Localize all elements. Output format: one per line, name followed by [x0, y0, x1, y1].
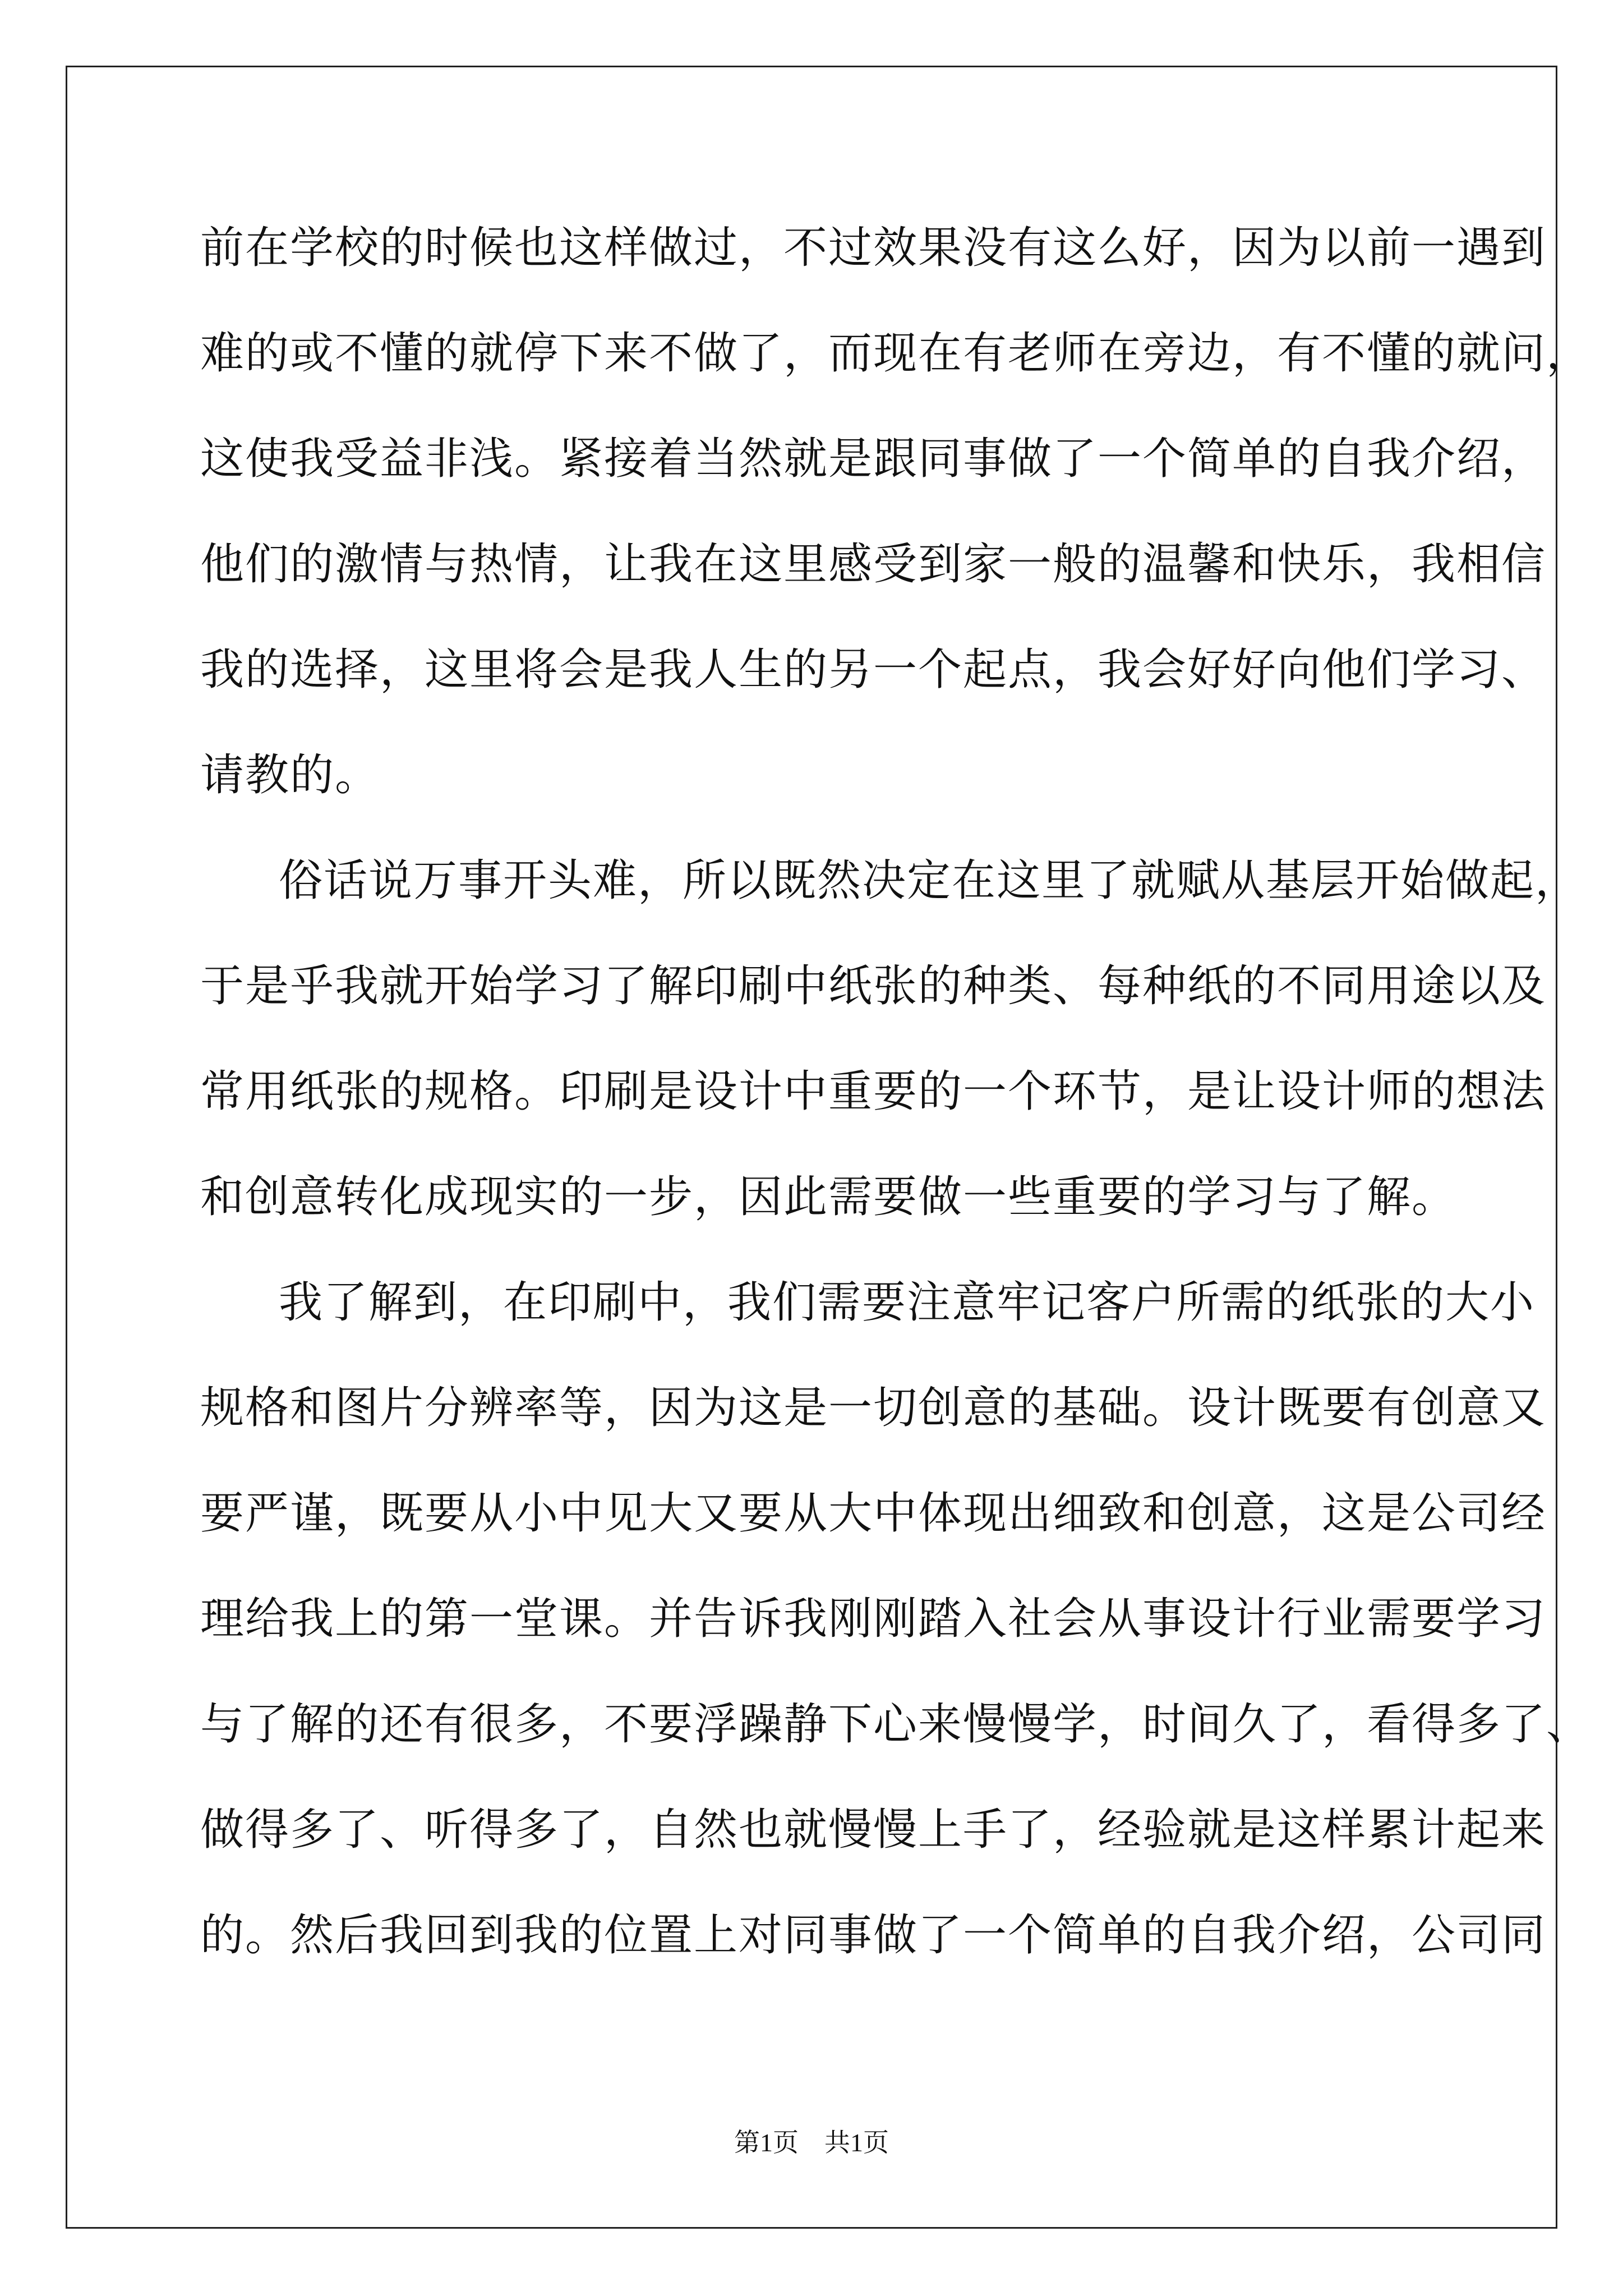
text-line-12: 规格和图片分辨率等，因为这是一切创意的基础。设计既要有创意又 [200, 1383, 1547, 1433]
text-line-5: 我的选择，这里将会是我人生的另一个起点，我会好好向他们学习、 [200, 645, 1547, 695]
text-line-4: 他们的激情与热情，让我在这里感受到家一般的温馨和快乐，我相信 [200, 539, 1547, 590]
text-line-6: 请教的。 [200, 750, 380, 800]
text-line-16: 做得多了、听得多了，自然也就慢慢上手了，经验就是这样累计起来 [200, 1805, 1547, 1855]
text-line-7: 俗话说万事开头难，所以既然决定在这里了就赋从基层开始做起， [279, 855, 1580, 906]
page-number-footer: 第1页 共1页 [734, 2128, 889, 2157]
text-line-13: 要严谨，既要从小中见大又要从大中体现出细致和创意，这是公司经 [200, 1488, 1547, 1539]
text-line-2: 难的或不懂的就停下来不做了，而现在有老师在旁边，有不懂的就问， [200, 328, 1592, 379]
text-line-15: 与了解的还有很多，不要浮躁静下心来慢慢学，时间久了，看得多了、 [200, 1699, 1592, 1750]
text-line-10: 和创意转化成现实的一步，因此需要做一些重要的学习与了解。 [200, 1172, 1457, 1222]
text-line-9: 常用纸张的规格。印刷是设计中重要的一个环节，是让设计师的想法 [200, 1066, 1547, 1117]
text-line-8: 于是乎我就开始学习了解印刷中纸张的种类、每种纸的不同用途以及 [200, 961, 1547, 1011]
text-line-1: 前在学校的时候也这样做过，不过效果没有这么好，因为以前一遇到 [200, 223, 1547, 273]
text-line-17: 的。然后我回到我的位置上对同事做了一个简单的自我介绍，公司同 [200, 1910, 1547, 1961]
text-line-11: 我了解到，在印刷中，我们需要注意牢记客户所需的纸张的大小 [279, 1277, 1536, 1328]
text-line-14: 理给我上的第一堂课。并告诉我刚刚踏入社会从事设计行业需要学习 [200, 1594, 1547, 1644]
page-border [66, 66, 1557, 2229]
text-line-3: 这使我受益非浅。紧接着当然就是跟同事做了一个简单的自我介绍， [200, 434, 1547, 484]
